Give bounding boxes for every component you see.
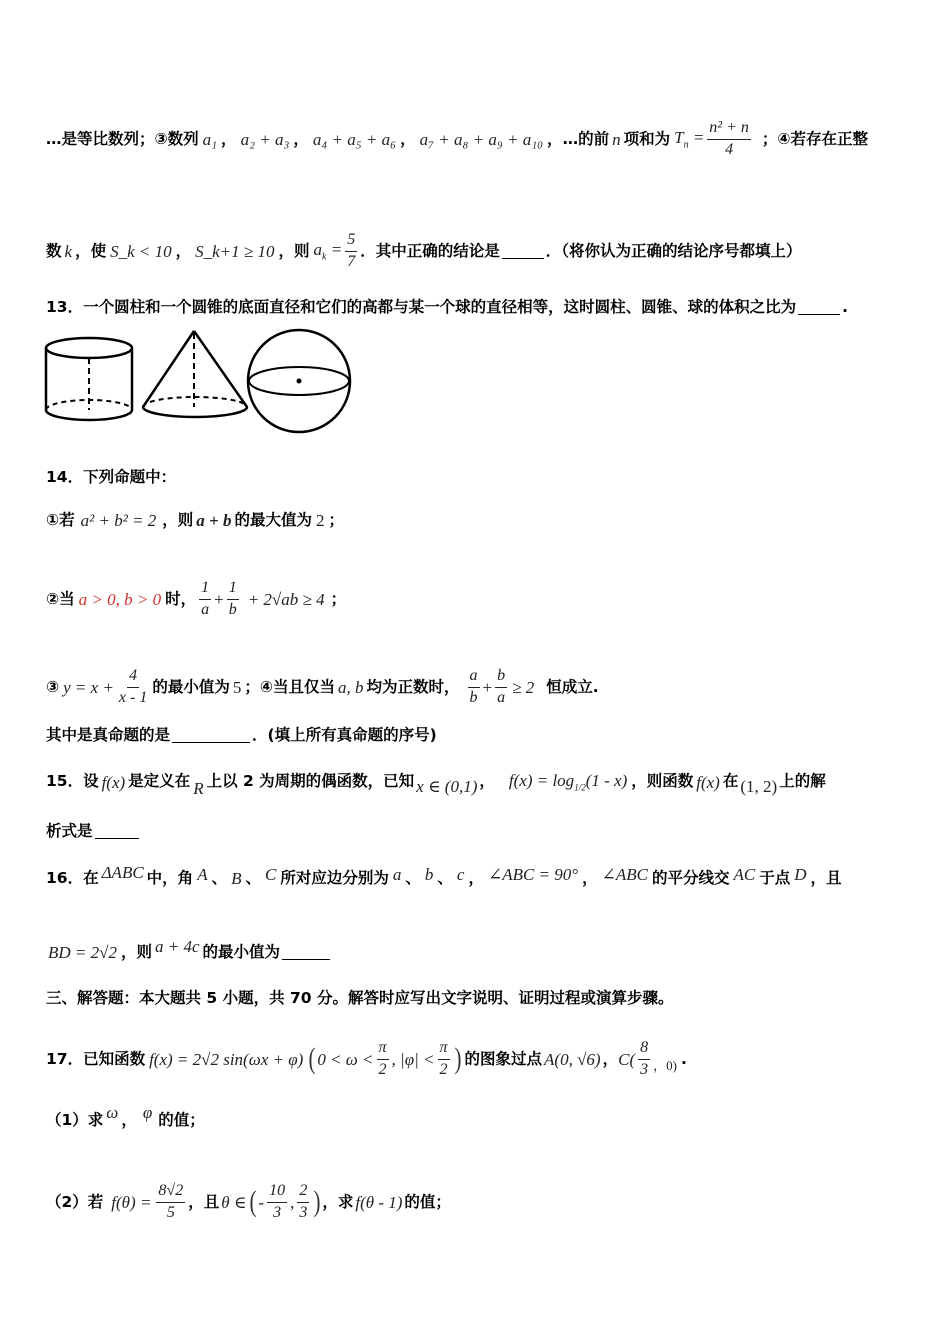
q14-expr-aplusb: a + b	[196, 511, 232, 530]
solids-figure	[40, 325, 360, 440]
q17-part1: （1）求 ω ， φ 的值；	[46, 1103, 205, 1129]
q14-title: 14．下列命题中：	[46, 468, 177, 486]
q13-text: 13．一个圆柱和一个圆锥的底面直径和它们的高都与某一个球的直径相等，这时圆柱、圆锥、球的体积之比为	[46, 298, 797, 316]
q14-item1: ①若 a² + b² = 2 ，则 a + b 的最大值为 2 ；	[46, 510, 344, 530]
answer-blank-q15[interactable]	[95, 824, 139, 839]
q12-text-i: ．（将你认为正确的结论序号都填上）	[545, 241, 802, 260]
cond-sk: S_k < 10	[110, 241, 172, 261]
ak-fraction: $\frac{5}{7}$	[347, 231, 356, 270]
q14-summary: 其中是真命题的是 ．(填上所有真命题的序号)	[46, 726, 437, 744]
q17-part2: （2）若 f(θ) = $\frac{8√2}{5}$ ，且 θ ∈ ( - $\frac{10}{3}$ , $\frac{2}{3}$ ) ，求 f(θ - 1) 的值；	[46, 1182, 451, 1221]
q12-text-h: ．其中正确的结论是	[360, 241, 500, 260]
q16-line1: 16．在 ΔABC 中，角 A 、 B 、 C 所对应边分别为 a 、 b 、 c ， ∠ABC = 90° ， ∠ABC 的平分线交 AC 于点 D ，且	[46, 863, 842, 888]
sphere-shape	[248, 330, 350, 432]
seq-term-3: a₄ + a₅ + a₆	[312, 129, 397, 149]
q14-ineq2: + 2√ab ≥ 4	[247, 589, 325, 609]
cylinder-shape	[46, 338, 132, 420]
q15-line1: 15．设 f(x) 是定义在 R 上以 2 为周期的偶函数，已知 x ∈ (0,1) ， $f(x) = \log_{1/2}(1 - x)$ ，则函数 f(x) 在 (1, 2) 上的解	[46, 771, 826, 798]
q16-line2: BD = 2√2 ，则 a + 4c 的最小值为	[46, 944, 332, 961]
q12-line2: 数 k ，使 S_k < 10 ， S_k+1 ≥ 10 ，则 $a_k$ = $\frac{5}{7}$ ．其中正确的结论是 ．（将你认为正确的结论序号都填上）	[46, 231, 802, 270]
answer-blank-q12[interactable]	[502, 244, 544, 259]
q12-text-f: ，使	[75, 241, 107, 260]
q17-func: f(x) = 2√2 sin(ωx + φ)	[149, 1049, 304, 1069]
answer-blank-q14[interactable]	[172, 728, 250, 743]
q14-item3: ③ y = x + $\frac{4}{x - 1}$ 的最小值为 5 ；④当且仅当 a, b 均为正数时， $\frac{a}{b}$ + $\frac{b}{a}$ ≥ 2 恒成立.	[46, 667, 599, 706]
q14-cond-red: a > 0, b > 0	[78, 589, 162, 609]
seq-term-4: a₇ + a₈ + a₉ + a₁₀	[419, 129, 544, 149]
answer-blank-q16[interactable]	[282, 945, 330, 960]
seq-term-5: …	[562, 129, 579, 148]
q12-text-c: 项和为	[623, 129, 671, 148]
q15-line2: 析式是	[46, 824, 141, 840]
cone-shape	[143, 331, 247, 417]
q15-def: $f(x) = \log_{1/2}(1 - x)$	[508, 771, 628, 793]
seq-term-2: a₂ + a₃	[240, 129, 290, 149]
q12-text-e: 数	[46, 241, 62, 260]
q14-frac3: $\frac{4}{x - 1}$	[118, 667, 148, 706]
section-3-heading: 三、解答题：本大题共 5 小题，共 70 分。解答时应写出文字说明、证明过程或演算步骤。	[46, 989, 674, 1007]
q13-line: 13．一个圆柱和一个圆锥的底面直径和它们的高都与某一个球的直径相等，这时圆柱、圆锥、球的体积之比为 .	[46, 298, 848, 316]
q14-item2: ②当 a > 0, b > 0 时， $\frac{1}{a}$ + $\frac{1}{b}$ + 2√ab ≥ 4 ；	[46, 579, 347, 618]
answer-blank-q13[interactable]	[798, 300, 840, 315]
k-symbol: k	[64, 241, 73, 261]
q17-line1: 17．已知函数 f(x) = 2√2 sin(ωx + φ) ( 0 < ω < $\frac{\pi}{2}$ , |φ| < $\frac{\pi}{2}$ ) 的图象过点 A(0, √6) ， C( $\frac{8}{3}$ ，0) .	[46, 1039, 687, 1078]
seq-term-1: a₁	[202, 129, 218, 149]
q12-text-g: ，则	[278, 241, 310, 260]
q14-eq1: a² + b² = 2	[80, 511, 157, 530]
q12-text-d: ；④若存在正整	[761, 129, 869, 148]
q12-line1: …是等比数列；③数列 a₁ ， a₂ + a₃ ， a₄ + a₅ + a₆ ， a₇ + a₈ + a₉ + a₁₀ ， … 的前 n 项和为 $T_n$ = $\frac{\text{n² + n}}{4}$ ；④若存在正整	[46, 119, 869, 158]
n-symbol: n	[612, 129, 621, 149]
q12-text-a: …是等比数列；③数列	[46, 129, 199, 148]
cond-sk1: S_k+1 ≥ 10	[195, 241, 275, 261]
q12-text-b: 的前	[578, 129, 610, 148]
tn-fraction: $\frac{\text{n² + n}}{4}$	[709, 119, 749, 158]
